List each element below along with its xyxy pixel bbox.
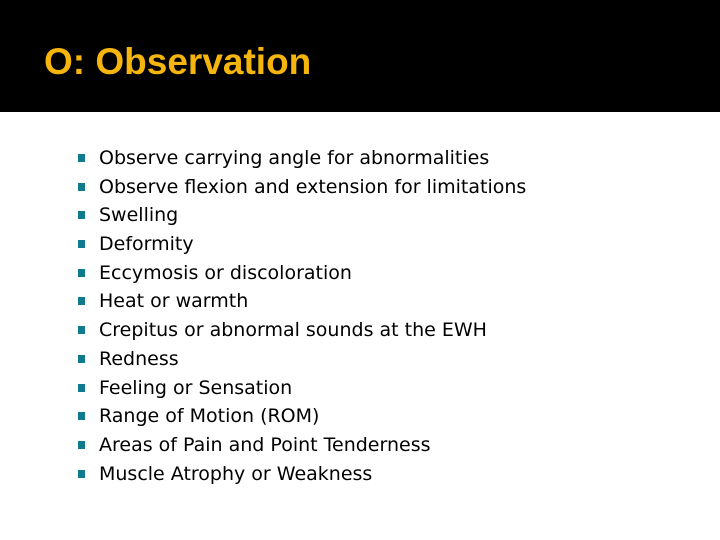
square-bullet-icon: [78, 470, 85, 478]
square-bullet-icon: [78, 441, 85, 449]
square-bullet-icon: [78, 326, 85, 334]
square-bullet-icon: [78, 240, 85, 248]
square-bullet-icon: [78, 297, 85, 305]
square-bullet-icon: [78, 183, 85, 191]
slide-title: O: Observation: [44, 41, 312, 82]
bullet-text: Feeling or Sensation: [99, 376, 293, 399]
bullet-text: Observe carrying angle for abnormalities: [99, 147, 490, 169]
bullet-text: Crepitus or abnormal sounds at the EWH: [99, 319, 487, 342]
square-bullet-icon: [78, 269, 85, 277]
bullet-text: Swelling: [99, 204, 179, 227]
bullet-text: Eccymosis or discoloration: [99, 261, 352, 284]
bullet-text: Range of Motion (ROM): [99, 405, 320, 428]
bullet-text: Deformity: [99, 233, 194, 256]
square-bullet-icon: [78, 355, 85, 363]
square-bullet-icon: [78, 384, 85, 392]
title-bar: [0, 0, 720, 112]
bullet-text: Muscle Atrophy or Weakness: [99, 462, 373, 485]
square-bullet-icon: [78, 412, 85, 420]
square-bullet-icon: [78, 211, 85, 219]
bullet-text: Redness: [99, 347, 179, 370]
bullet-text: Observe flexion and extension for limitations: [99, 175, 527, 198]
bullet-text: Areas of Pain and Point Tenderness: [99, 433, 431, 456]
square-bullet-icon: [78, 154, 85, 162]
bullet-text: Heat or warmth: [99, 290, 249, 313]
